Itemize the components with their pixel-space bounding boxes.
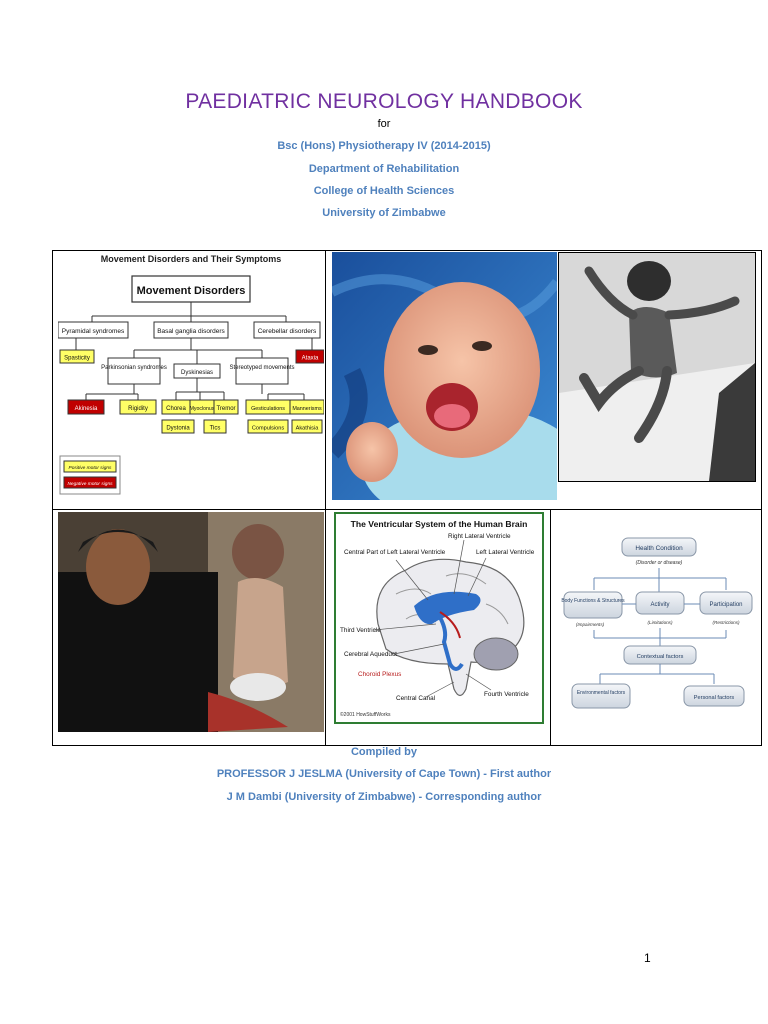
icf-health-sub: (Disorder or disease) — [635, 560, 683, 566]
icf-framework-diagram — [554, 520, 759, 725]
md-parkinsonian: Parkinsonian syndromes — [101, 365, 167, 371]
md-heading: Movement Disorders and Their Symptoms — [100, 254, 282, 264]
md-pyramidal: Pyramidal syndromes — [61, 328, 125, 335]
md-tics: Tics — [209, 425, 221, 432]
grid-line-top — [52, 250, 762, 251]
infant-posture-photo — [558, 252, 756, 482]
icf-participation-sub: (Restrictions) — [712, 620, 740, 625]
grid-line-left — [52, 250, 53, 746]
title-for: for — [377, 118, 391, 130]
md-tremor: Tremor — [216, 406, 236, 412]
md-gesticulations: Gesticulations — [251, 406, 285, 412]
department-line: Department of Rehabilitation — [308, 163, 460, 175]
compiled-by: Compiled by — [350, 746, 417, 758]
page-number: 1 — [644, 951, 651, 965]
icf-activity-sub: (Limitations) — [647, 620, 673, 625]
corresponding-author: J M Dambi (University of Zimbabwe) - Corresponding author — [226, 791, 542, 803]
label-third-ventricle: Third Ventricle — [340, 627, 381, 634]
icf-body-sub: (Impairments) — [575, 622, 605, 627]
md-basal: Basal ganglia disorders — [157, 328, 225, 335]
icf-environmental-factors: Environmental factors — [576, 690, 626, 696]
md-myoclonus: Myoclonus — [189, 406, 215, 412]
md-root: Movement Disorders — [136, 285, 246, 297]
md-cerebellar: Cerebellar disorders — [257, 328, 317, 335]
md-dyskinesias: Dyskinesias — [180, 370, 214, 376]
brain-ventricular-diagram — [334, 512, 544, 724]
grid-line-right — [761, 250, 762, 746]
md-rigidity: Rigidity — [128, 406, 148, 412]
label-choroid-plexus: Choroid Plexus — [358, 671, 402, 678]
icf-personal-factors: Personal factors — [693, 695, 735, 701]
label-aqueduct: Cerebral Aqueduct — [344, 651, 397, 658]
brain-heading: The Ventricular System of the Human Brain — [350, 519, 528, 529]
course-line: Bsc (Hons) Physiotherapy IV (2014-2015) — [277, 140, 491, 152]
brain-copyright: ©2001 HowStuffWorks — [340, 712, 391, 718]
grid-line-mid-1 — [325, 250, 326, 746]
label-left-lateral: Left Lateral Ventricle — [476, 549, 535, 556]
md-stereotyped: Stereotyped movements — [229, 365, 295, 371]
label-fourth-ventricle: Fourth Ventricle — [484, 691, 529, 698]
mother-child-photo — [58, 512, 324, 732]
icf-body-functions: Body Functions & Structures — [561, 598, 625, 604]
md-akathisia: Akathisia — [295, 425, 319, 432]
icf-contextual-factors: Contextual factors — [636, 654, 684, 660]
smiling-baby-photo — [332, 252, 557, 500]
md-legend-negative: Negative motor signs — [67, 482, 113, 487]
md-ataxia: Ataxia — [301, 355, 319, 362]
label-central-part: Central Part of Left Lateral Ventricle — [344, 549, 446, 556]
icf-health-condition: Health Condition — [635, 545, 683, 552]
document-title: PAEDIATRIC NEUROLOGY HANDBOOK — [185, 90, 583, 113]
label-central-canal: Central Canal — [396, 695, 436, 702]
grid-line-row — [52, 509, 762, 510]
first-author: PROFESSOR J JESLMA (University of Cape Town) - First author — [216, 768, 552, 780]
md-akinesia: Akinesia — [74, 406, 98, 412]
grid-line-mid-2 — [550, 510, 551, 746]
md-spasticity: Spasticity — [64, 355, 90, 362]
md-legend-positive: Positive motor signs — [68, 466, 112, 471]
movement-disorders-chart — [58, 252, 324, 502]
college-line: College of Health Sciences — [313, 185, 455, 197]
image-grid — [52, 250, 762, 746]
icf-participation: Participation — [709, 602, 743, 608]
md-dystonia: Dystonia — [166, 425, 190, 432]
university-line: University of Zimbabwe — [322, 207, 446, 219]
md-mannerisms: Mannerisms — [292, 406, 322, 412]
md-chorea: Chorea — [166, 406, 186, 412]
md-compulsions: Compulsions — [251, 425, 285, 432]
label-right-lateral: Right Lateral Ventricle — [448, 533, 511, 540]
icf-activity: Activity — [650, 602, 670, 608]
